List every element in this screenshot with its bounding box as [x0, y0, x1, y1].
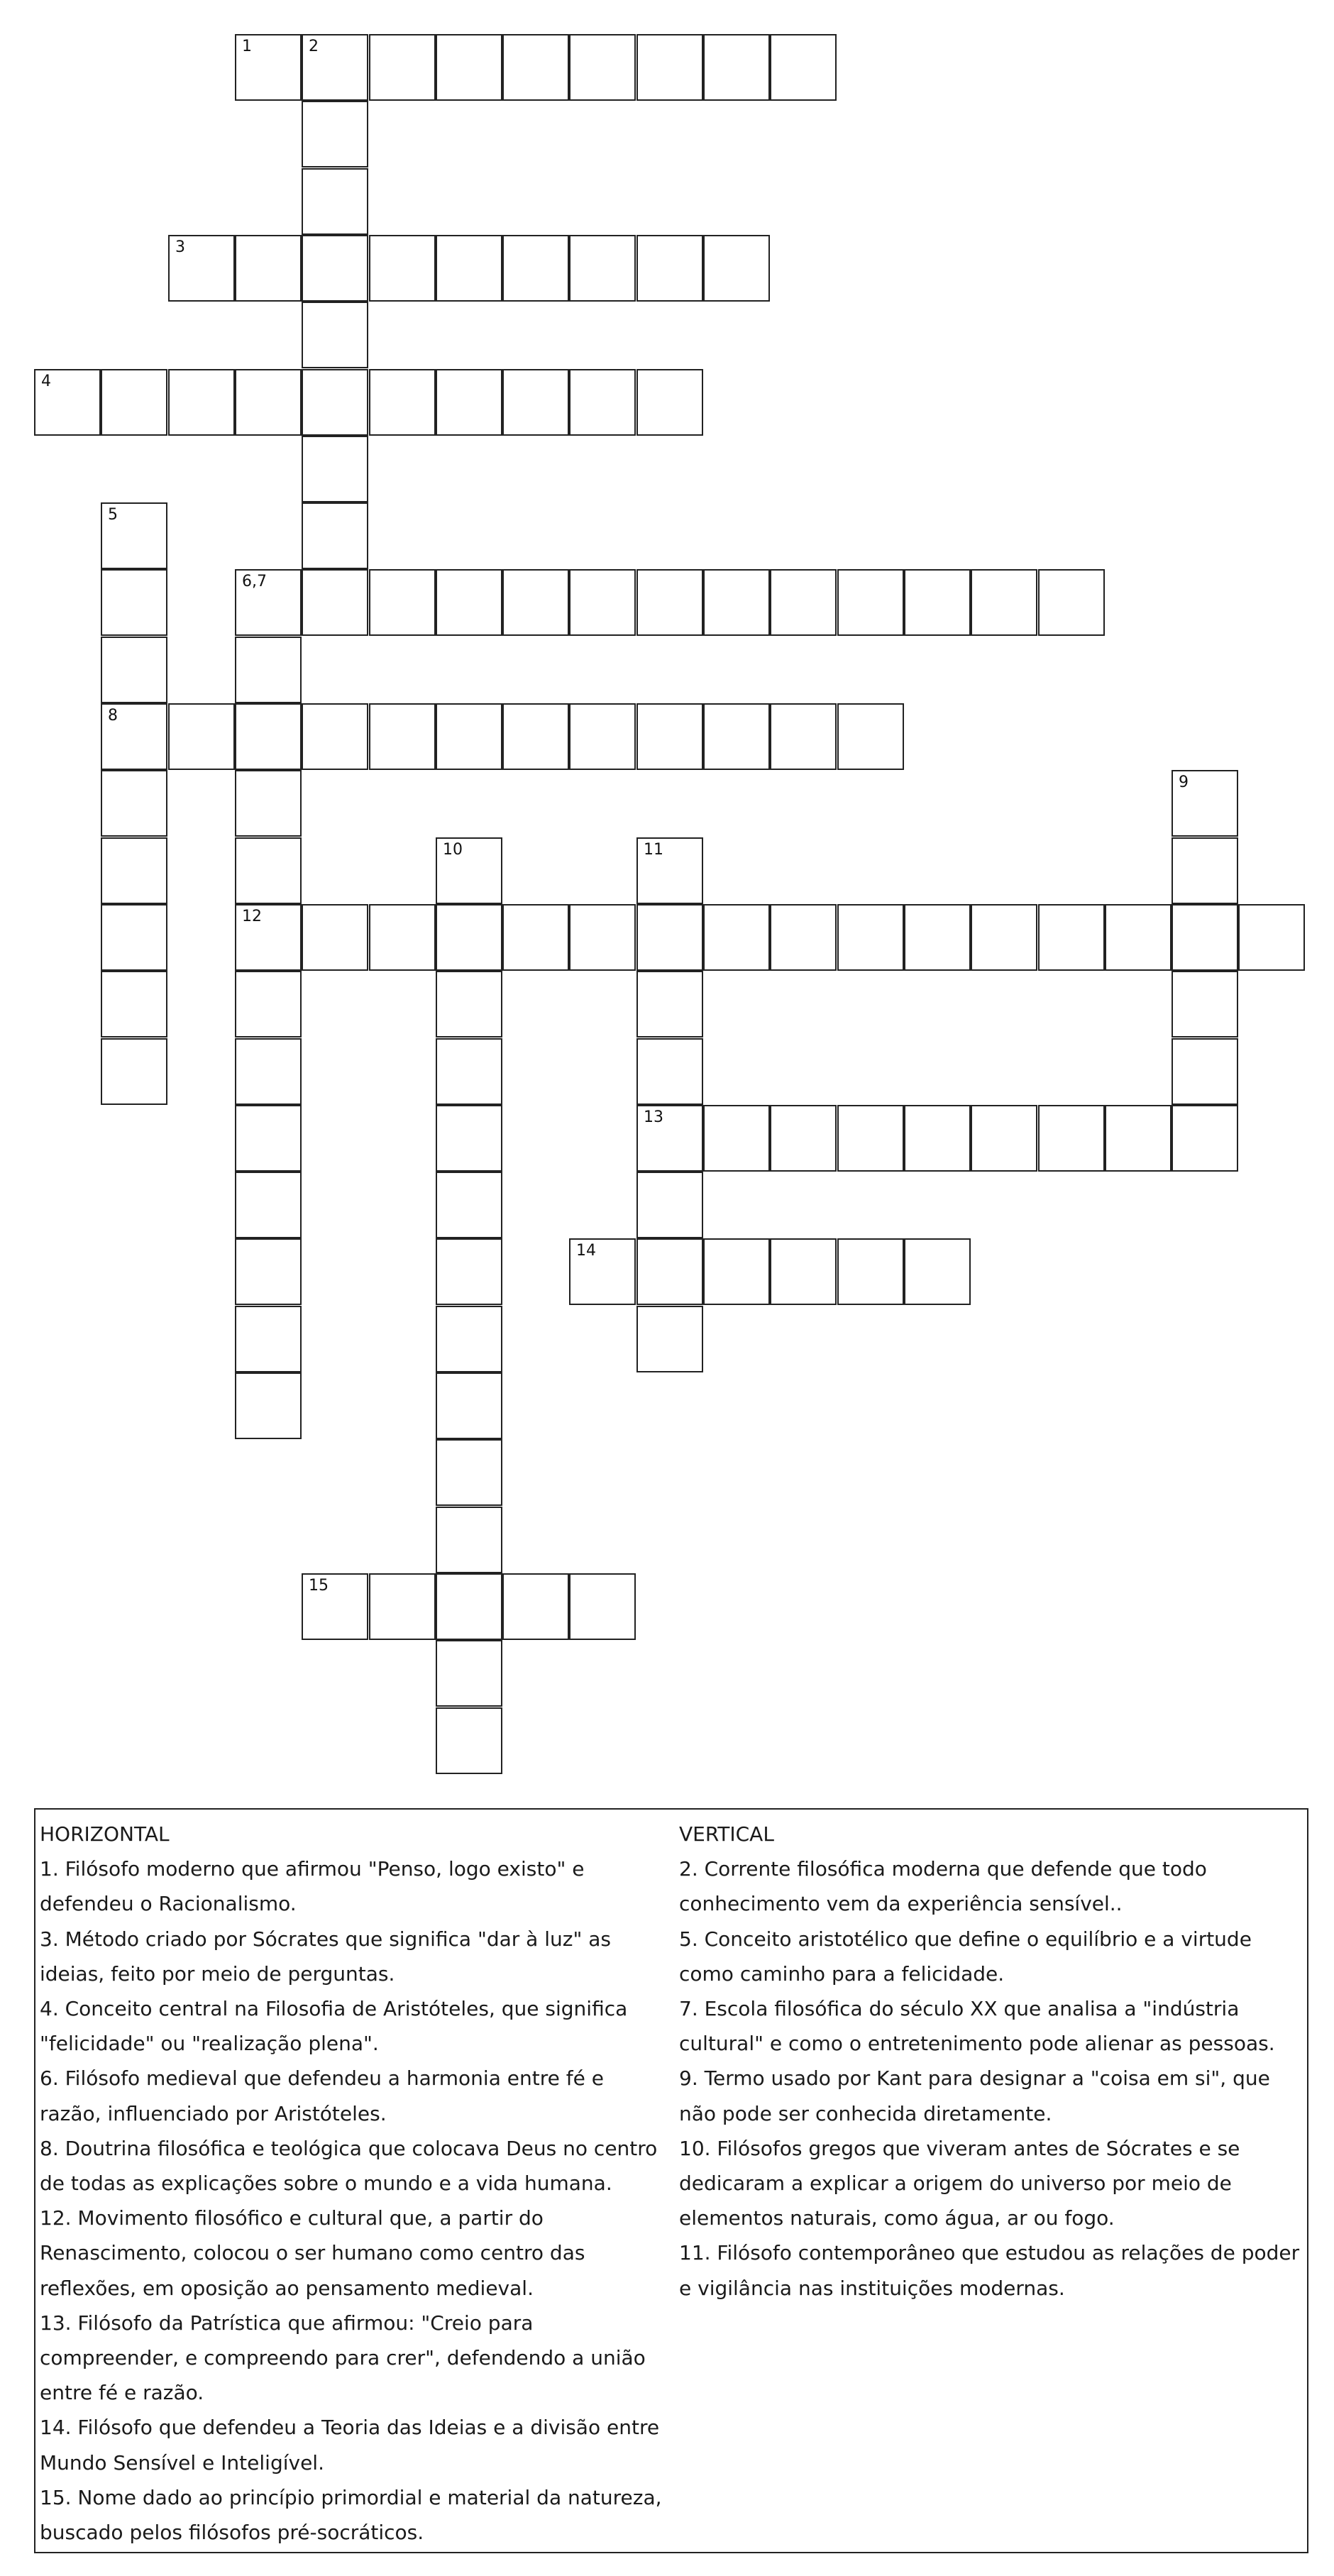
crossword-cell[interactable]: [436, 1105, 502, 1172]
clues-box: [34, 1808, 1308, 2553]
crossword-cell[interactable]: [703, 904, 770, 971]
crossword-cell[interactable]: [502, 703, 569, 770]
crossword-cell[interactable]: [502, 34, 569, 101]
crossword-cell[interactable]: [101, 703, 167, 770]
crossword-cell[interactable]: [235, 1306, 302, 1372]
crossword-cell[interactable]: [235, 837, 302, 904]
crossword-cell[interactable]: [569, 369, 636, 436]
crossword-cell[interactable]: [636, 1238, 703, 1305]
crossword-cell[interactable]: [837, 904, 904, 971]
clue-number: 2: [309, 38, 319, 55]
crossword-cell[interactable]: [436, 904, 502, 971]
clue-number: 11: [644, 841, 663, 859]
clue-h3: 3. Método criado por Sócrates que significa "dar à luz" as ideias, feito por meio de perguntas.: [40, 1927, 611, 1986]
crossword-cell[interactable]: [502, 569, 569, 636]
crossword-cell[interactable]: [636, 1172, 703, 1238]
clue-h6: 6. Filósofo medieval que defendeu a harmonia entre fé e razão, influenciado por Aristóteles.: [40, 2066, 604, 2125]
clue-number: 3: [175, 238, 185, 256]
crossword-cell[interactable]: [369, 904, 436, 971]
clue-v11: 11. Filósofo contemporâneo que estudou as relações de poder e vigilância nas instituições modernas.: [679, 2241, 1300, 2300]
crossword-cell[interactable]: [1172, 837, 1238, 904]
crossword-cell[interactable]: [703, 703, 770, 770]
crossword-cell[interactable]: [235, 971, 302, 1037]
crossword-cell[interactable]: [235, 569, 302, 636]
crossword-cell[interactable]: [302, 904, 368, 971]
clue-v9: 9. Termo usado por Kant para designar a "coisa em si", que não pode ser conhecida diretamente.: [679, 2066, 1270, 2125]
crossword-cell[interactable]: [436, 235, 502, 302]
clue-h1: 1. Filósofo moderno que afirmou "Penso, logo existo" e defendeu o Racionalismo.: [40, 1857, 585, 1916]
crossword-cell[interactable]: [636, 1105, 703, 1172]
clue-number: 6,7: [242, 573, 267, 590]
crossword-cell[interactable]: [636, 837, 703, 904]
crossword-cell[interactable]: [101, 569, 167, 636]
crossword-cell[interactable]: [235, 369, 302, 436]
crossword-cell[interactable]: [904, 569, 971, 636]
crossword-cell[interactable]: [302, 235, 368, 302]
crossword-cell[interactable]: [302, 34, 368, 101]
crossword-cell[interactable]: [703, 569, 770, 636]
crossword-cell[interactable]: [436, 34, 502, 101]
clue-number: 5: [108, 506, 118, 524]
crossword-cell[interactable]: [302, 569, 368, 636]
crossword-cell[interactable]: [101, 971, 167, 1037]
crossword-cell[interactable]: [436, 1507, 502, 1573]
crossword-cell[interactable]: [636, 904, 703, 971]
crossword-cell[interactable]: [770, 1105, 837, 1172]
crossword-cell[interactable]: [703, 1238, 770, 1305]
crossword-cell[interactable]: [837, 1238, 904, 1305]
crossword-cell[interactable]: [837, 703, 904, 770]
crossword-cell[interactable]: [569, 703, 636, 770]
crossword-cell[interactable]: [302, 703, 368, 770]
crossword-cell[interactable]: [837, 1105, 904, 1172]
crossword-cell[interactable]: [235, 1038, 302, 1105]
crossword-cell[interactable]: [636, 235, 703, 302]
crossword-cell[interactable]: [436, 1707, 502, 1774]
crossword-cell[interactable]: [502, 1573, 569, 1640]
crossword-cell[interactable]: [636, 971, 703, 1037]
crossword-cell[interactable]: [235, 637, 302, 703]
crossword-cell[interactable]: [436, 1306, 502, 1372]
crossword-cell[interactable]: [502, 369, 569, 436]
crossword-cell[interactable]: [302, 168, 368, 235]
crossword-cell[interactable]: [1038, 569, 1105, 636]
crossword-cell[interactable]: [369, 235, 436, 302]
crossword-cell[interactable]: [569, 569, 636, 636]
crossword-cell[interactable]: [235, 904, 302, 971]
clue-h4: 4. Conceito central na Filosofia de Aristóteles, que significa "felicidade" ou "realização plena".: [40, 1997, 628, 2056]
crossword-cell[interactable]: [1172, 770, 1238, 837]
crossword-cell[interactable]: [101, 1038, 167, 1105]
clue-h12: 12. Movimento filosófico e cultural que, a partir do Renascimento, colocou o ser humano como centro das reflexões, em oposição ao pensamento medieval.: [40, 2206, 585, 2300]
crossword-cell[interactable]: [703, 34, 770, 101]
clue-v5: 5. Conceito aristotélico que define o equilíbrio e a virtude como caminho para a felicidade.: [679, 1927, 1252, 1986]
clue-v10: 10. Filósofos gregos que viveram antes de Sócrates e se dedicaram a explicar a origem do universo por meio de elementos naturais, como água, ar ou fogo.: [679, 2136, 1240, 2230]
clue-number: 13: [644, 1108, 663, 1126]
crossword-cell[interactable]: [502, 235, 569, 302]
crossword-cell[interactable]: [636, 1038, 703, 1105]
crossword-cell[interactable]: [971, 904, 1037, 971]
crossword-cell[interactable]: [770, 34, 837, 101]
crossword-cell[interactable]: [502, 904, 569, 971]
crossword-cell[interactable]: [302, 436, 368, 502]
crossword-cell[interactable]: [436, 703, 502, 770]
crossword-cell[interactable]: [436, 1172, 502, 1238]
horizontal-clues: [40, 1817, 664, 2550]
crossword-cell[interactable]: [1172, 1105, 1238, 1172]
vertical-heading: VERTICAL: [679, 1822, 774, 1846]
crossword-cell[interactable]: [1038, 1105, 1105, 1172]
crossword-cell[interactable]: [636, 34, 703, 101]
crossword-cell[interactable]: [636, 703, 703, 770]
crossword-cell[interactable]: [1172, 1038, 1238, 1105]
crossword-cell[interactable]: [101, 904, 167, 971]
clue-number: 9: [1179, 774, 1189, 791]
crossword-cell[interactable]: [101, 837, 167, 904]
crossword-cell[interactable]: [369, 703, 436, 770]
crossword-cell[interactable]: [101, 369, 167, 436]
clue-v2: 2. Corrente filosófica moderna que defende que todo conhecimento vem da experiência sensível..: [679, 1857, 1207, 1916]
crossword-cell[interactable]: [235, 1172, 302, 1238]
clue-h14: 14. Filósofo que defendeu a Teoria das Ideias e a divisão entre Mundo Sensível e Inteligível.: [40, 2416, 660, 2475]
clue-h13: 13. Filósofo da Patrística que afirmou: "Creio para compreender, e compreendo para crer", defendendo a união entre fé e razão.: [40, 2311, 646, 2405]
crossword-cell[interactable]: [904, 1105, 971, 1172]
crossword-cell[interactable]: [770, 1238, 837, 1305]
crossword-cell[interactable]: [436, 1038, 502, 1105]
crossword-cell[interactable]: [1172, 904, 1238, 971]
crossword-cell[interactable]: [971, 1105, 1037, 1172]
clue-number: 1: [242, 38, 252, 55]
crossword-cell[interactable]: [101, 637, 167, 703]
horizontal-heading: HORIZONTAL: [40, 1822, 170, 1846]
crossword-cell[interactable]: [904, 1238, 971, 1305]
clue-h15: 15. Nome dado ao princípio primordial e material da natureza, buscado pelos filósofos pré-socráticos.: [40, 2485, 662, 2545]
crossword-cell[interactable]: [436, 837, 502, 904]
crossword-cell[interactable]: [436, 369, 502, 436]
crossword-cell[interactable]: [369, 369, 436, 436]
crossword-cell[interactable]: [436, 1439, 502, 1506]
crossword-cell[interactable]: [703, 235, 770, 302]
clue-number: 15: [309, 1577, 329, 1595]
crossword-cell[interactable]: [636, 569, 703, 636]
crossword-cell[interactable]: [436, 1372, 502, 1439]
crossword-cell[interactable]: [302, 302, 368, 368]
crossword-cell[interactable]: [1038, 904, 1105, 971]
crossword-cell[interactable]: [436, 1573, 502, 1640]
vertical-clues: [679, 1817, 1303, 2306]
crossword-cell[interactable]: [770, 569, 837, 636]
crossword-cell[interactable]: [1172, 971, 1238, 1037]
crossword-cell[interactable]: [302, 1573, 368, 1640]
crossword-cell[interactable]: [436, 971, 502, 1037]
crossword-cell[interactable]: [101, 770, 167, 837]
clue-number: 12: [242, 908, 262, 925]
crossword-cell[interactable]: [770, 703, 837, 770]
crossword-cell[interactable]: [235, 770, 302, 837]
crossword-cell[interactable]: [302, 369, 368, 436]
crossword-cell[interactable]: [1238, 904, 1305, 971]
crossword-cell[interactable]: [369, 1573, 436, 1640]
crossword-cell[interactable]: [1105, 904, 1172, 971]
crossword-cell[interactable]: [34, 369, 101, 436]
crossword-cell[interactable]: [770, 904, 837, 971]
crossword-cell[interactable]: [1105, 1105, 1172, 1172]
clue-number: 8: [108, 707, 118, 725]
crossword-cell[interactable]: [302, 502, 368, 569]
crossword-cell[interactable]: [302, 101, 368, 167]
crossword-cell[interactable]: [168, 235, 235, 302]
crossword-cell[interactable]: [168, 369, 235, 436]
clue-v7: 7. Escola filosófica do século XX que analisa a "indústria cultural" e como o entretenimento pode alienar as pessoas.: [679, 1997, 1275, 2056]
crossword-cell[interactable]: [235, 1238, 302, 1305]
crossword-cell[interactable]: [235, 34, 302, 101]
crossword-cell[interactable]: [904, 904, 971, 971]
crossword-cell[interactable]: [569, 1238, 636, 1305]
crossword-cell[interactable]: [636, 1306, 703, 1372]
crossword-cell[interactable]: [235, 235, 302, 302]
clue-h8: 8. Doutrina filosófica e teológica que colocava Deus no centro de todas as explicações sobre o mundo e a vida humana.: [40, 2136, 658, 2196]
crossword-cell[interactable]: [436, 1238, 502, 1305]
crossword-cell[interactable]: [636, 369, 703, 436]
crossword-cell[interactable]: [436, 569, 502, 636]
crossword-cell[interactable]: [569, 1573, 636, 1640]
clue-number: 4: [41, 373, 51, 390]
crossword-cell[interactable]: [101, 502, 167, 569]
crossword-cell[interactable]: [569, 34, 636, 101]
crossword-cell[interactable]: [235, 1372, 302, 1439]
clue-number: 10: [443, 841, 463, 859]
crossword-cell[interactable]: [369, 34, 436, 101]
crossword-cell[interactable]: [436, 1640, 502, 1707]
crossword-cell[interactable]: [235, 1105, 302, 1172]
crossword-cell[interactable]: [168, 703, 235, 770]
crossword-cell[interactable]: [569, 235, 636, 302]
crossword-cell[interactable]: [703, 1105, 770, 1172]
crossword-cell[interactable]: [569, 904, 636, 971]
crossword-cell[interactable]: [837, 569, 904, 636]
crossword-cell[interactable]: [235, 703, 302, 770]
crossword-cell[interactable]: [369, 569, 436, 636]
crossword-cell[interactable]: [971, 569, 1037, 636]
clue-number: 14: [576, 1242, 596, 1260]
